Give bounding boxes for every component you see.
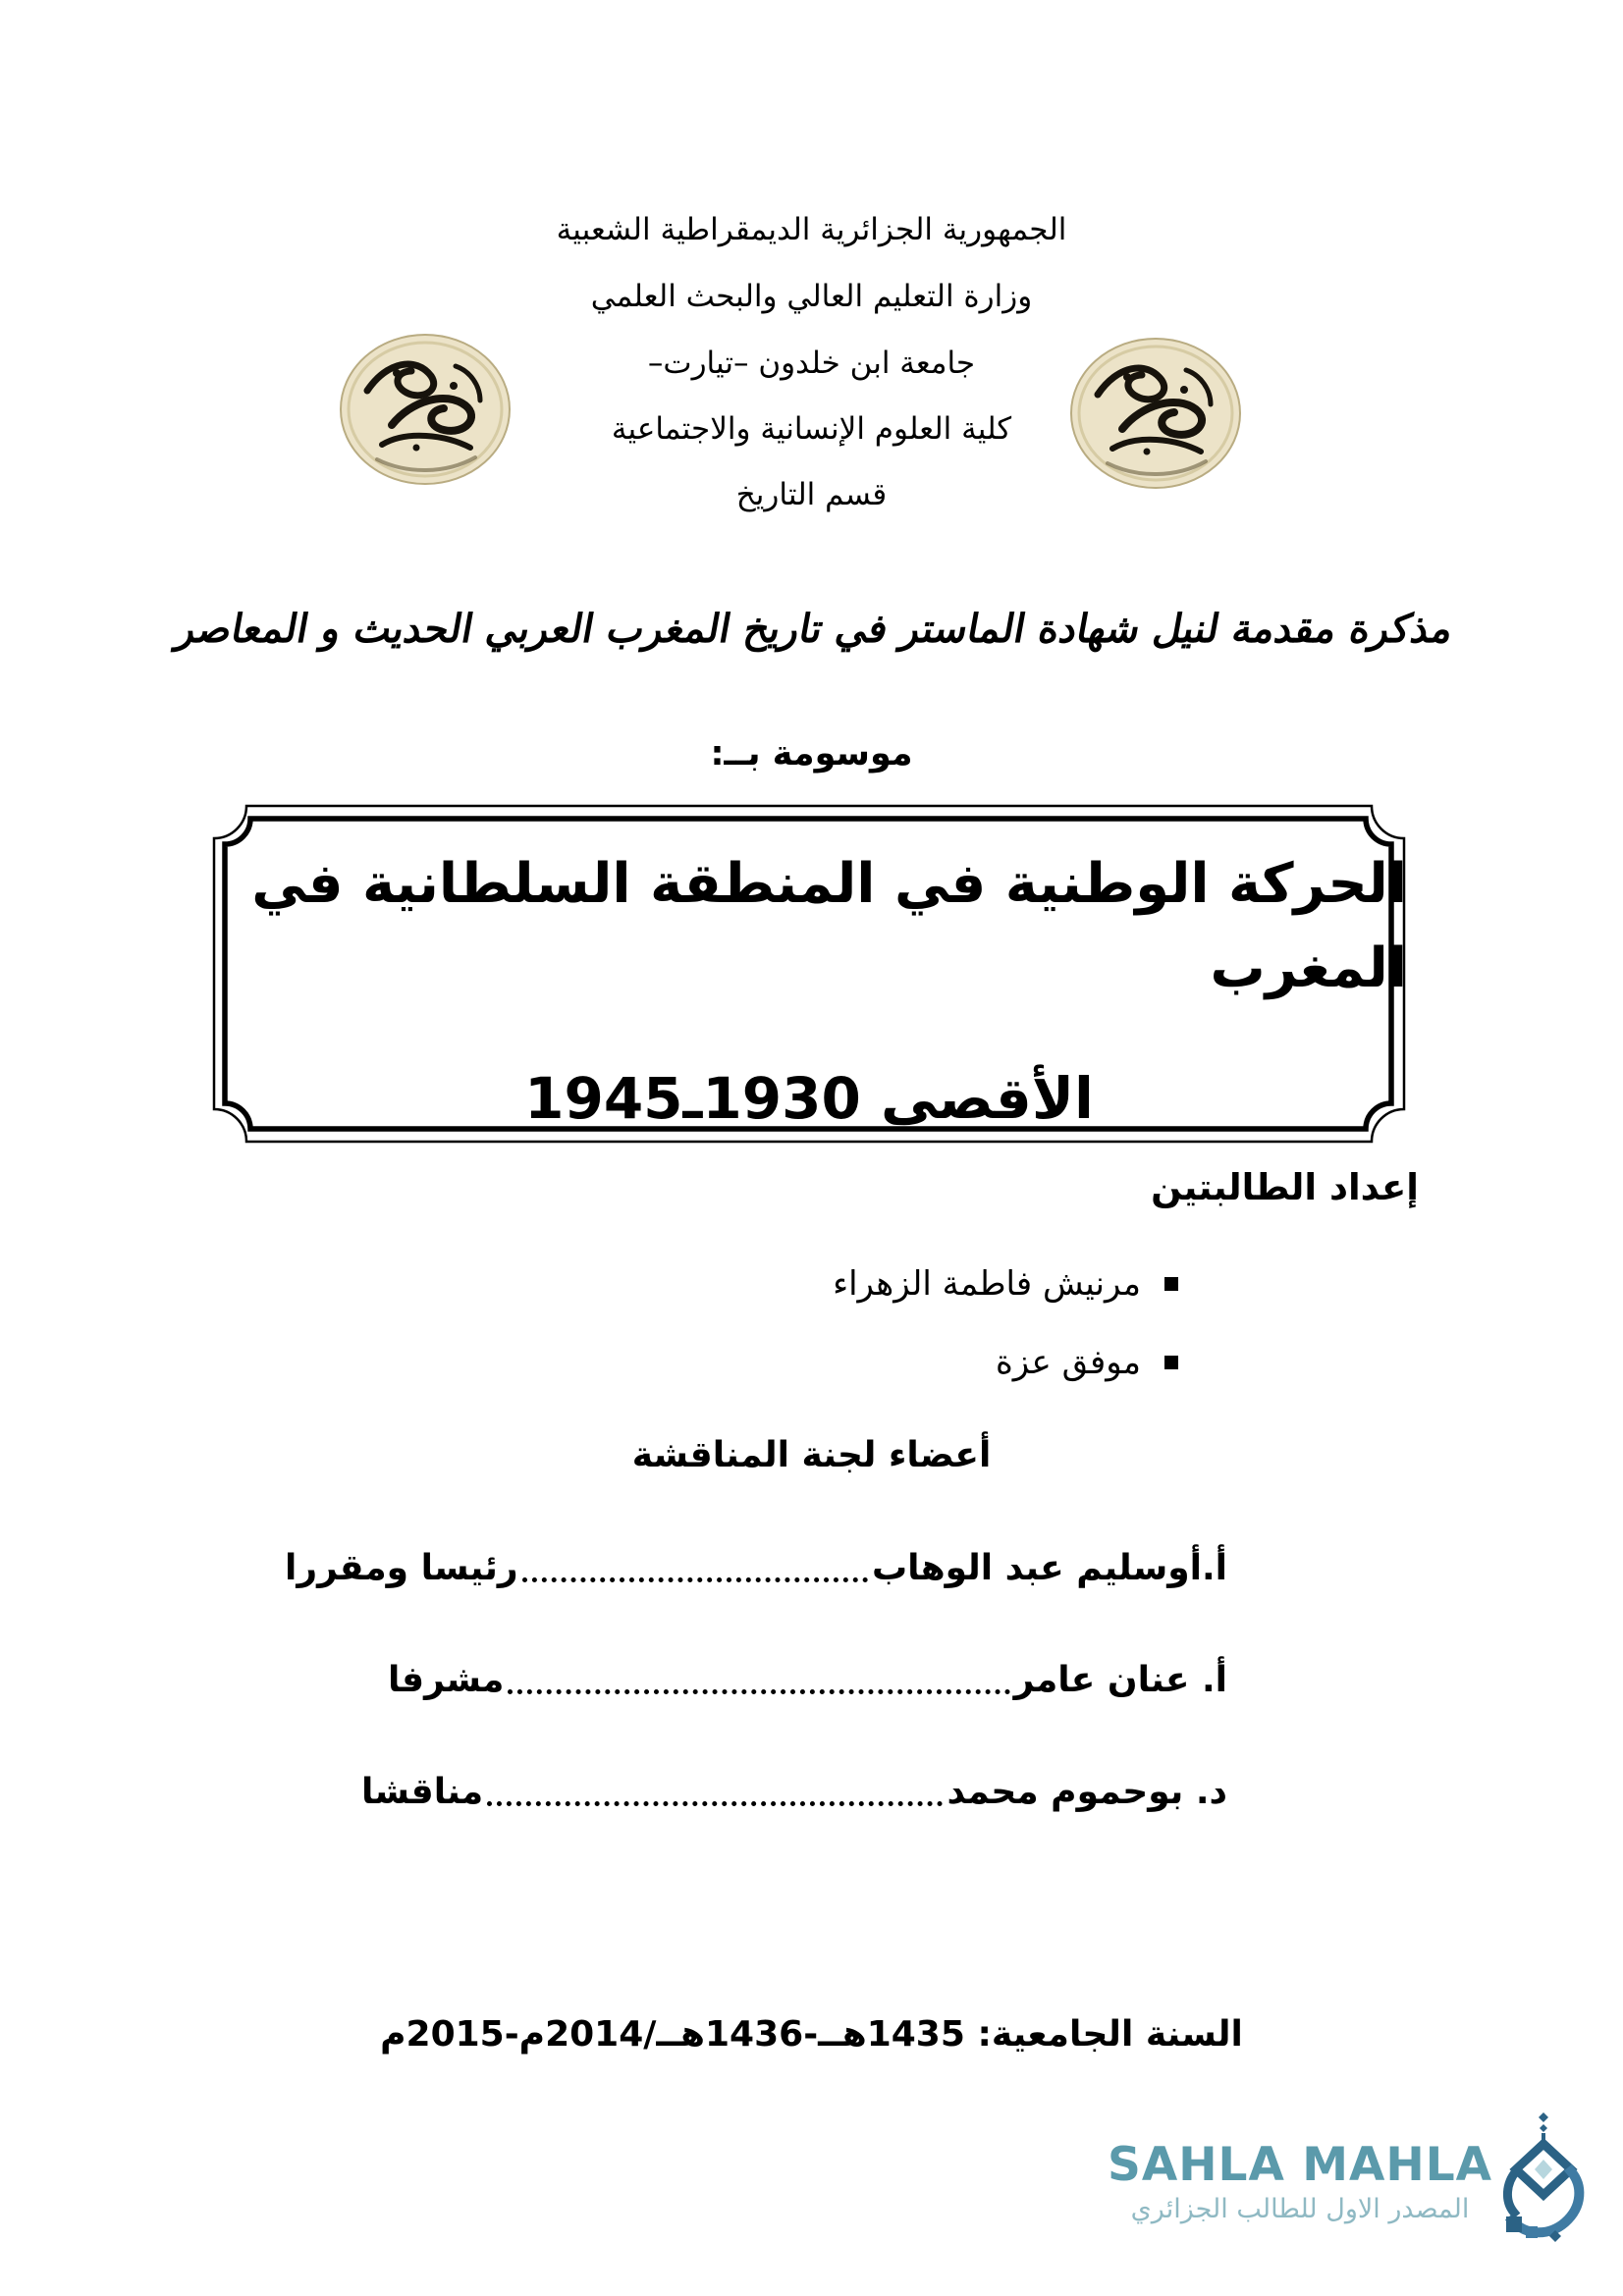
thesis-title-line2: الأقصى 1930ـ1945	[524, 1065, 1094, 1132]
committee-member-role: مشرفا	[388, 1660, 505, 1700]
committee-heading: أعضاء لجنة المناقشة	[631, 1435, 992, 1475]
student-name: موفق عزة	[995, 1343, 1141, 1382]
header-department: قسم التاريخ	[735, 477, 888, 512]
header-ministry: وزارة التعليم العالي والبحث العلمي	[590, 279, 1033, 314]
dotted-leader	[522, 1577, 868, 1582]
university-seal-icon	[338, 332, 513, 487]
square-bullet-icon	[1164, 1277, 1178, 1291]
committee-member-row	[285, 1543, 1227, 1594]
watermark-tagline: المصدر الاول للطالب الجزائري	[1130, 2194, 1470, 2224]
committee-member-role: رئيسا ومقررا	[285, 1548, 518, 1588]
university-seal-icon	[1068, 336, 1243, 491]
square-bullet-icon	[1164, 1356, 1178, 1369]
titled-label: موسومة بــ:	[710, 734, 913, 774]
header-university: جامعة ابن خلدون –تيارت–	[647, 346, 976, 381]
thesis-statement: مذكرة مقدمة لنيل شهادة الماستر في تاريخ المغرب العربي الحديث و المعاصر	[172, 607, 1451, 652]
sahla-mahla-calligraphy-icon	[1498, 2110, 1589, 2250]
dotted-leader	[508, 1689, 1009, 1694]
committee-member-name: د. بوحموم محمد	[947, 1772, 1227, 1812]
thesis-title-line1: الحركة الوطنية في المنطقة السلطانية في المغرب	[251, 852, 1407, 1000]
committee-member-role: مناقشا	[361, 1772, 484, 1812]
committee-member-name: أ. عنان عامر	[1013, 1660, 1227, 1700]
committee-member-name: أ.أوسليم عبد الوهاب	[872, 1548, 1227, 1588]
header-country: الجمهورية الجزائرية الديمقراطية الشعبية	[556, 212, 1067, 247]
header-faculty: كلية العلوم الإنسانية والاجتماعية	[611, 411, 1012, 447]
watermark-brand-text: SAHLA MAHLA	[1108, 2138, 1493, 2192]
committee-member-row	[285, 1655, 1227, 1706]
academic-year: السنة الجامعية: 1435هــ-1436هــ/2014م-2015م	[380, 2014, 1243, 2055]
sahla-mahla-watermark	[1108, 2110, 1598, 2268]
title-box	[211, 803, 1407, 1145]
student-list-item	[996, 1343, 1178, 1382]
student-name: مرنيش فاطمة الزهراء	[833, 1264, 1141, 1304]
student-list-item	[833, 1264, 1178, 1304]
committee-member-row	[285, 1767, 1227, 1818]
dotted-leader	[487, 1801, 943, 1806]
committee-list	[285, 1543, 1227, 1879]
prepared-by-heading: إعداد الطالبتين	[1151, 1166, 1419, 1208]
